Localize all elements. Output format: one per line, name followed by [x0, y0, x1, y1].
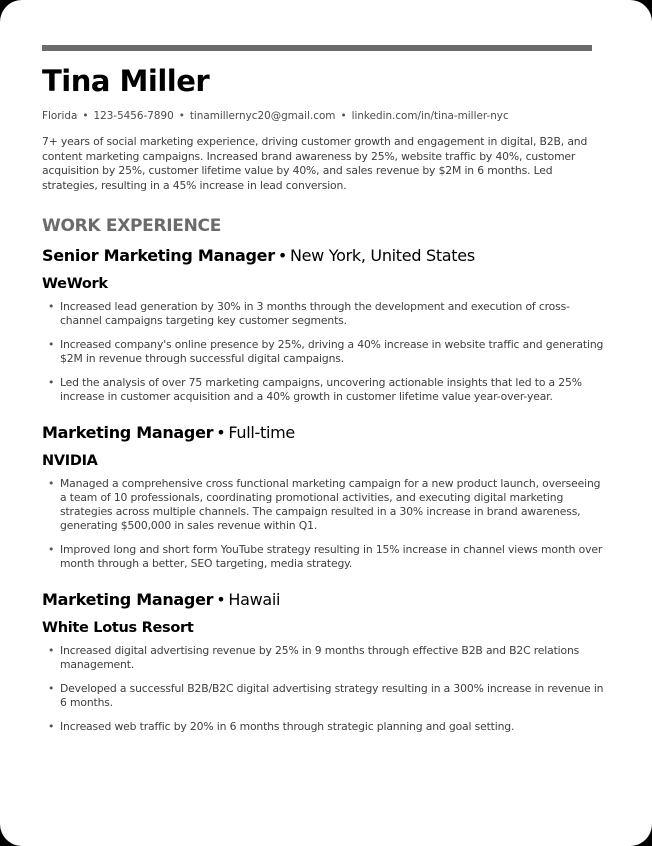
- contact-separator: •: [340, 110, 347, 122]
- bullet-item: [42, 682, 608, 710]
- bullet-text: Increased company's online presence by 25%, driving a 40% increase in website traffic and generating $2M in revenue through successful digital campaigns.: [60, 338, 604, 365]
- job-role: Senior Marketing Manager: [42, 246, 275, 265]
- section-title-work-experience: WORK EXPERIENCE: [42, 216, 222, 236]
- bullet-item: [42, 477, 608, 533]
- bullet-text: Led the analysis of over 75 marketing campaigns, uncovering actionable insights that led to a 25% increase in customer acquisition and a 40% growth in customer lifetime value year-over-year.: [60, 376, 582, 403]
- job-separator: •: [216, 423, 226, 442]
- bullet-dot-icon: •: [48, 682, 55, 695]
- job-title-line: [42, 422, 610, 444]
- contact-line: [42, 109, 610, 123]
- job-title-line: [42, 245, 610, 267]
- bullet-text: Developed a successful B2B/B2C digital advertising strategy resulting in a 300% increase in revenue in 6 months.: [60, 682, 604, 709]
- job-company: WeWork: [42, 276, 108, 292]
- bullet-dot-icon: •: [48, 338, 55, 351]
- job-role: Marketing Manager: [42, 590, 214, 609]
- bullet-dot-icon: •: [48, 376, 55, 389]
- bullet-item: [42, 644, 608, 672]
- bullet-dot-icon: •: [48, 300, 55, 313]
- job-entry: [42, 589, 610, 734]
- bullet-item: [42, 300, 608, 328]
- job-entry: [42, 422, 610, 571]
- job-detail: New York, United States: [289, 246, 475, 265]
- bullet-text: Increased lead generation by 30% in 3 months through the development and execution of cross-channel campaigns targeting key customer segments.: [60, 300, 570, 327]
- top-accent-bar: [42, 45, 592, 51]
- bullet-text: Managed a comprehensive cross functional marketing campaign for a new product launch, overseeing a team of 10 professionals, coordinating promotional activities, and executing digital marketing strategies across multiple channels. The campaign resulted in a 30% increase in brand awareness, generating $500,000 in sales revenue within Q1.: [60, 477, 601, 532]
- bullet-item: [42, 543, 608, 571]
- bullet-item: [42, 720, 608, 734]
- bullet-dot-icon: •: [48, 477, 55, 490]
- contact-separator: •: [82, 110, 89, 122]
- job-detail: Hawaii: [228, 590, 281, 609]
- bullet-dot-icon: •: [48, 720, 55, 733]
- job-bullets: [42, 644, 610, 734]
- bullet-text: Improved long and short form YouTube strategy resulting in 15% increase in channel views month over month through a better, SEO targeting, media strategy.: [60, 543, 603, 570]
- job-entry: [42, 245, 610, 404]
- contact-phone: 123-5456-7890: [93, 110, 174, 122]
- job-detail: Full-time: [228, 423, 295, 442]
- professional-summary: 7+ years of social marketing experience, driving customer growth and engagement in digital, B2B, and content marketing campaigns. Increased brand awareness by 25%, website traffic by 40%, customer acquisition by 25%, customer lifetime value by 40%, and sales revenue by $2M in 6 months. Led strategies, resulting in a 45% increase in lead conversion.: [42, 135, 588, 192]
- bullet-text: Increased web traffic by 20% in 6 months through strategic planning and goal setting.: [60, 720, 515, 733]
- job-separator: •: [216, 590, 226, 609]
- job-role: Marketing Manager: [42, 423, 214, 442]
- contact-location: Florida: [42, 110, 78, 122]
- contact-email: tinamillernyc20@gmail.com: [189, 110, 336, 122]
- job-separator: •: [277, 246, 287, 265]
- bullet-dot-icon: •: [48, 644, 55, 657]
- bullet-item: [42, 376, 608, 404]
- contact-separator: •: [178, 110, 185, 122]
- job-bullets: [42, 300, 610, 404]
- bullet-text: Increased digital advertising revenue by 25% in 9 months through effective B2B and B2C relations management.: [60, 644, 580, 671]
- job-company: White Lotus Resort: [42, 620, 194, 636]
- candidate-name: Tina Miller: [42, 64, 210, 98]
- job-title-line: [42, 589, 610, 611]
- contact-linkedin: linkedin.com/in/tina-miller-nyc: [351, 110, 509, 122]
- bullet-item: [42, 338, 608, 366]
- job-bullets: [42, 477, 610, 571]
- job-company: NVIDIA: [42, 453, 98, 469]
- bullet-dot-icon: •: [48, 543, 55, 556]
